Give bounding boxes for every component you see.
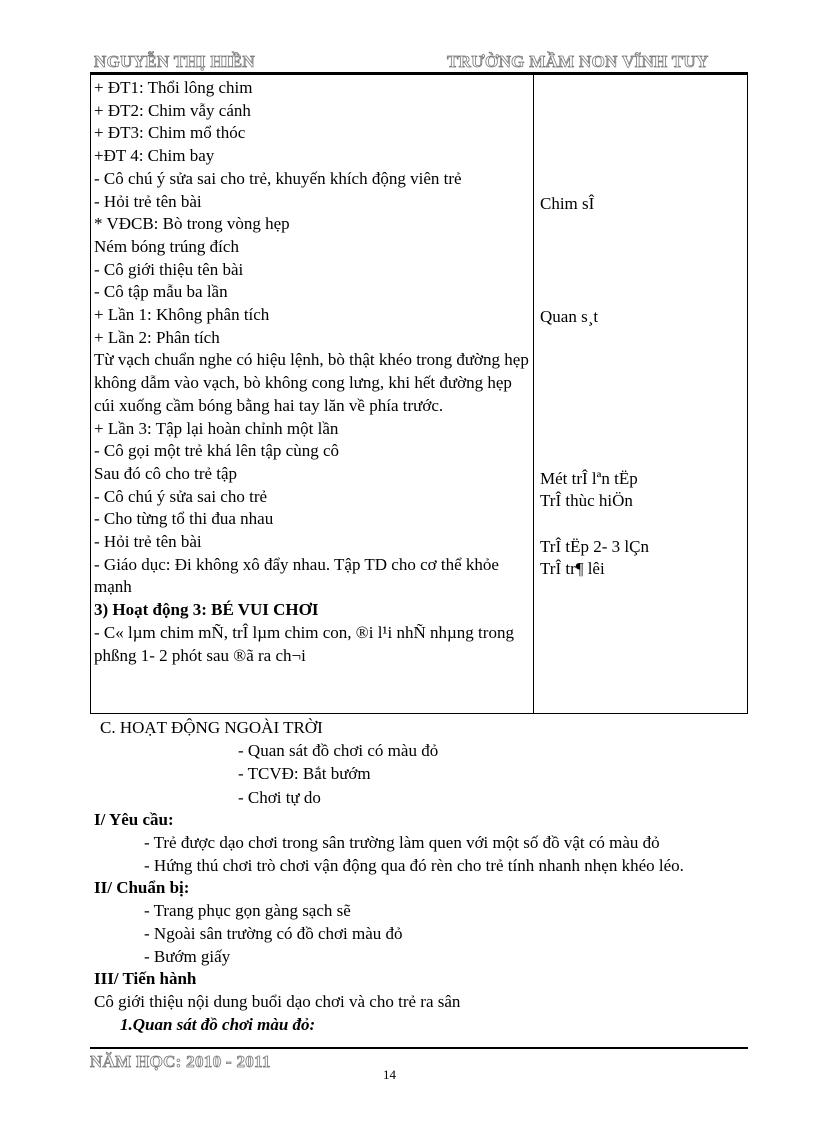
instruction-line: - Cho từng tổ thi đua nhau: [94, 509, 274, 529]
exercise-line-2: + ĐT2: Chim vẫy cánh: [94, 100, 251, 120]
instruction-line: - Cô giới thiệu tên bài: [94, 259, 244, 279]
activity-3-title: 3) Hoạt động 3: BÉ VUI CHƠI: [94, 600, 319, 620]
header-school: TRƯỜNG MẦM NON VĨNH TUY: [447, 52, 709, 71]
procedure-intro: Cô giới thiệu nội dung buổi dạo chơi và cho trẻ ra sân: [94, 992, 461, 1011]
requirements-title: I/ Yêu cầu:: [94, 810, 174, 829]
instruction-paragraph: Từ vạch chuẩn nghe có hiệu lệnh, bò thật khéo trong đường hẹp không dẫm vào vạch, bò không cong lưng, khi hết đường hẹp cúi xuống cầm bóng bằng hai tay lăn về phía trước.: [94, 350, 529, 415]
preparation-item: - Bướm giấy: [144, 947, 231, 966]
lesson-table: [90, 74, 748, 714]
exercise-line-3: + ĐT3: Chim mổ thóc: [94, 123, 246, 143]
requirement-item: - Hứng thú chơi trò chơi vận động qua đó rèn cho trẻ tính nhanh nhẹn khéo léo.: [144, 856, 684, 875]
instruction-line: * VĐCB: Bò trong vòng hẹp: [94, 214, 290, 234]
outdoor-item: - Quan sát đồ chơi có màu đỏ: [238, 741, 439, 760]
page-number: 14: [383, 1067, 396, 1082]
exercise-line-4: +ĐT 4: Chim bay: [94, 146, 215, 166]
child-response: Mét trÎ lªn tËp: [540, 469, 638, 488]
outdoor-item: - Chơi tự do: [238, 788, 321, 807]
table-left-column: [94, 77, 530, 667]
exercise-line-1: + ĐT1: Thổi lông chim: [94, 78, 253, 97]
child-response: TrÎ thùc hiÖn: [540, 491, 633, 510]
instruction-line: - Cô gọi một trẻ khá lên tập cùng cô: [94, 441, 340, 461]
child-response: TrÎ tr¶ lêi: [540, 559, 605, 578]
child-response: Chim sÎ: [540, 194, 595, 213]
education-note: - Giáo dục: Đi không xô đẩy nhau. Tập TD cho cơ thể khỏe mạnh: [94, 554, 499, 597]
instruction-line: - Hỏi trẻ tên bài: [94, 191, 202, 211]
instruction-line: + Lần 1: Không phân tích: [94, 305, 270, 325]
footer-school-year: NĂM HỌC: 2010 - 2011: [90, 1052, 271, 1071]
footer-rule: [90, 1047, 748, 1049]
procedure-title: III/ Tiến hành: [94, 969, 197, 988]
instruction-line: + Lần 2: Phân tích: [94, 327, 220, 347]
table-column-divider: [533, 75, 534, 713]
child-response: TrÎ tËp 2- 3 lÇn: [540, 537, 649, 556]
instruction-line: Ném bóng trúng đích: [94, 236, 239, 256]
preparation-item: - Ngoài sân trường có đồ chơi màu đỏ: [144, 924, 403, 943]
instruction-line: Sau đó cô cho trẻ tập: [94, 463, 238, 483]
instruction-line: + Lần 3: Tập lại hoàn chỉnh một lần: [94, 418, 339, 438]
child-response: Quan s¸t: [540, 307, 599, 326]
outdoor-title: C. HOẠT ĐỘNG NGOÀI TRỜI: [100, 718, 323, 737]
instruction-line: - Hỏi trẻ tên bài: [94, 532, 202, 552]
preparation-item: - Trang phục gọn gàng sạch sẽ: [144, 901, 351, 920]
instruction-line: - Cô chú ý sửa sai cho trẻ: [94, 486, 268, 506]
instruction-line: - Cô chú ý sửa sai cho trẻ, khuyến khích động viên trẻ: [94, 168, 462, 188]
activity-3-text: - C« lµm chim mÑ, trÎ lµm chim con, ®i l¹i nhÑ nhµng trong phßng 1- 2 phót sau ®ã ra ch¬i: [94, 622, 514, 665]
preparation-title: II/ Chuẩn bị:: [94, 878, 190, 897]
header-author: NGUYỄN THỊ HIỀN: [94, 52, 255, 71]
instruction-line: - Cô tập mẫu ba lần: [94, 282, 228, 302]
observe-subheading: 1.Quan sát đồ chơi màu đỏ:: [120, 1015, 316, 1034]
requirement-item: - Trẻ được dạo chơi trong sân trường làm quen với một số đồ vật có màu đỏ: [144, 833, 660, 852]
outdoor-item: - TCVĐ: Bắt bướm: [238, 764, 371, 783]
